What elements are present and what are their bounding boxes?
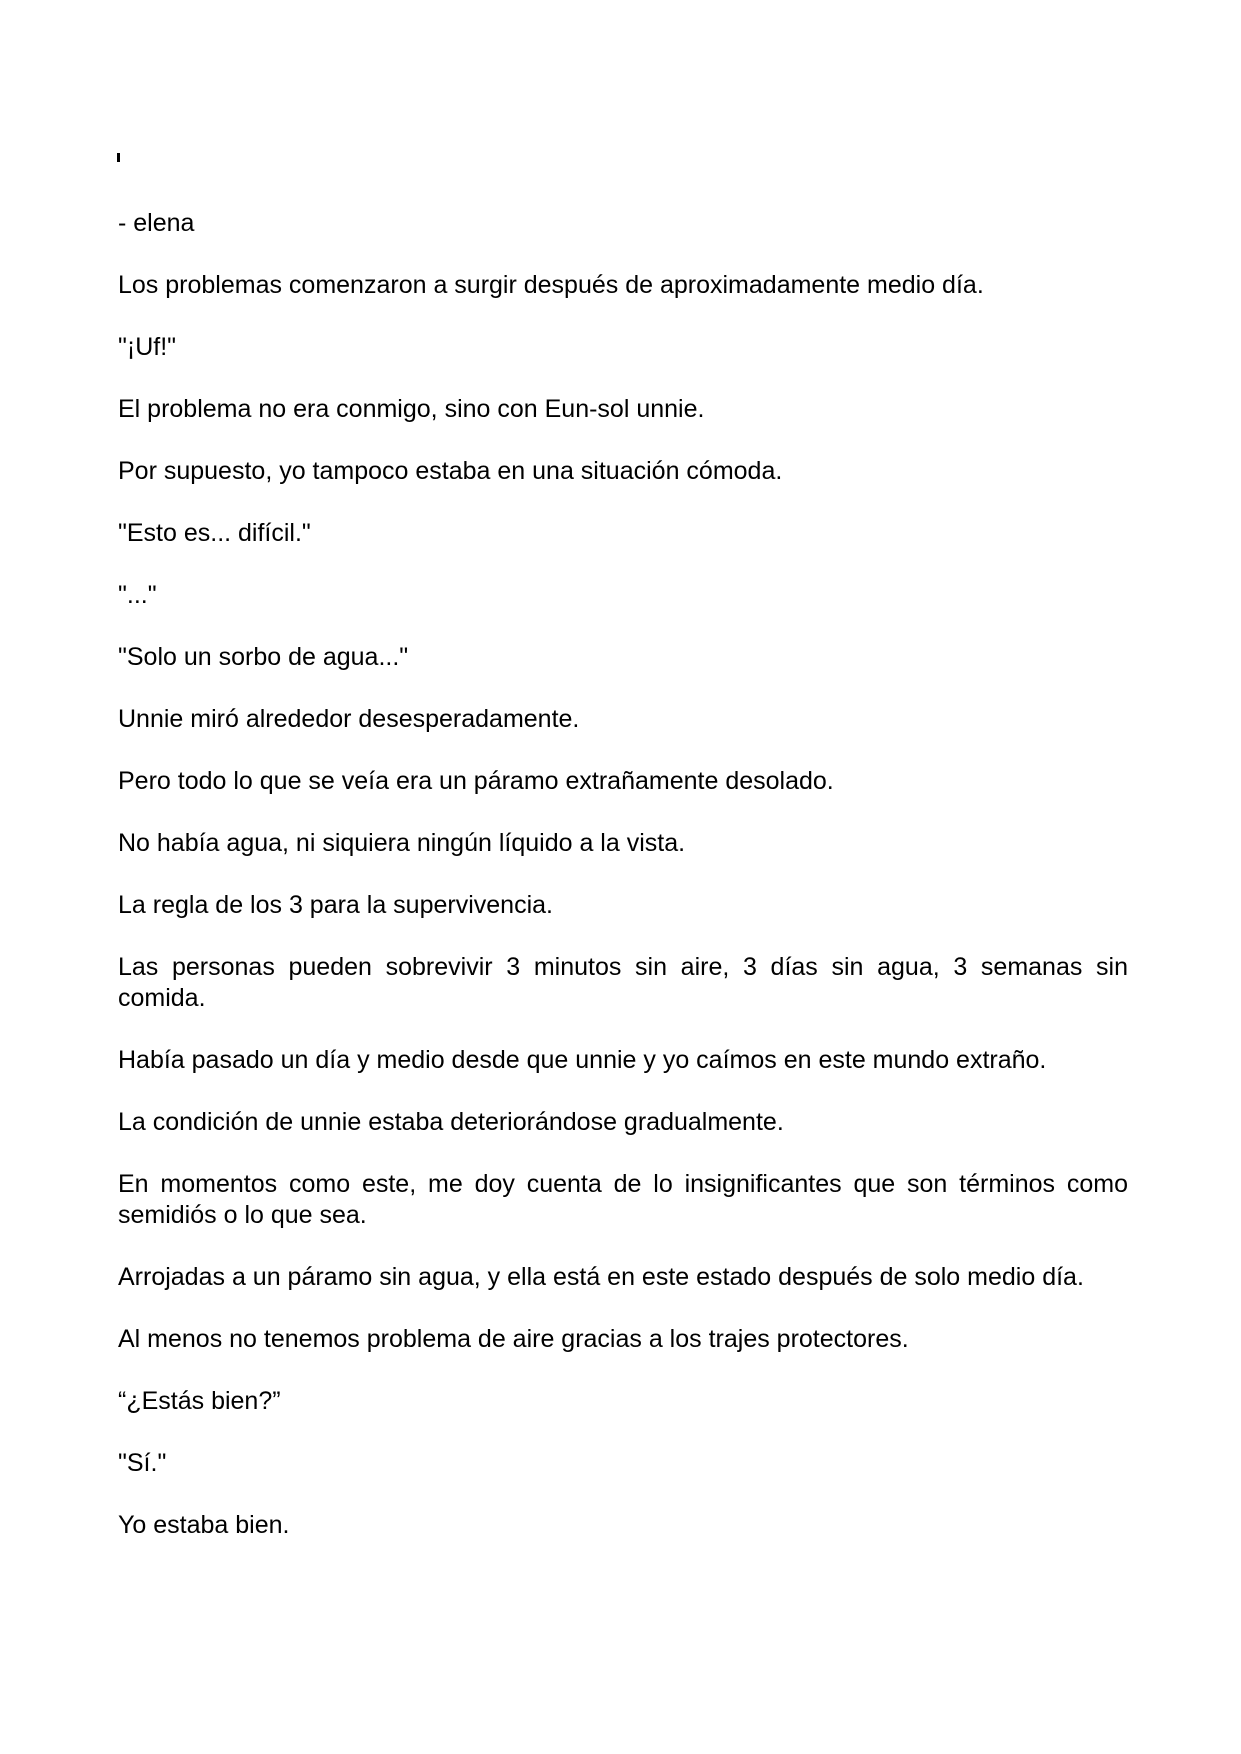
paragraph: "¡Uf!"	[118, 333, 177, 361]
paragraph: "Sí."	[118, 1449, 167, 1477]
paragraph: "Solo un sorbo de agua..."	[118, 643, 409, 671]
paragraph: La condición de unnie estaba deteriorándose gradualmente.	[118, 1108, 784, 1136]
paragraph: Los problemas comenzaron a surgir después de aproximadamente medio día.	[118, 271, 984, 299]
author-line: - elena	[118, 209, 195, 237]
paragraph: Las personas pueden sobrevivir 3 minutos sin aire, 3 días sin agua, 3 semanas sin comida.	[118, 953, 1128, 1012]
document-body	[118, 142, 1128, 1572]
paragraph: La regla de los 3 para la supervivencia.	[118, 891, 553, 919]
paragraph: En momentos como este, me doy cuenta de lo insignificantes que son términos como semidiós o lo que sea.	[118, 1170, 1128, 1229]
paragraph: Unnie miró alrededor desesperadamente.	[118, 705, 580, 733]
paragraph: Al menos no tenemos problema de aire gracias a los trajes protectores.	[118, 1325, 909, 1353]
paragraph: Yo estaba bien.	[118, 1511, 290, 1539]
paragraph: Arrojadas a un páramo sin agua, y ella está en este estado después de solo medio día.	[118, 1263, 1084, 1291]
paragraph: Por supuesto, yo tampoco estaba en una situación cómoda.	[118, 457, 783, 485]
paragraph: "..."	[118, 581, 157, 609]
paragraph: “¿Estás bien?”	[118, 1387, 281, 1415]
paragraph: Pero todo lo que se veía era un páramo extrañamente desolado.	[118, 767, 834, 795]
paragraph: El problema no era conmigo, sino con Eun-sol unnie.	[118, 395, 705, 423]
paragraph: Había pasado un día y medio desde que unnie y yo caímos en este mundo extraño.	[118, 1046, 1047, 1074]
paragraph: "Esto es... difícil."	[118, 519, 311, 547]
paragraph: No había agua, ni siquiera ningún líquido a la vista.	[118, 829, 686, 857]
